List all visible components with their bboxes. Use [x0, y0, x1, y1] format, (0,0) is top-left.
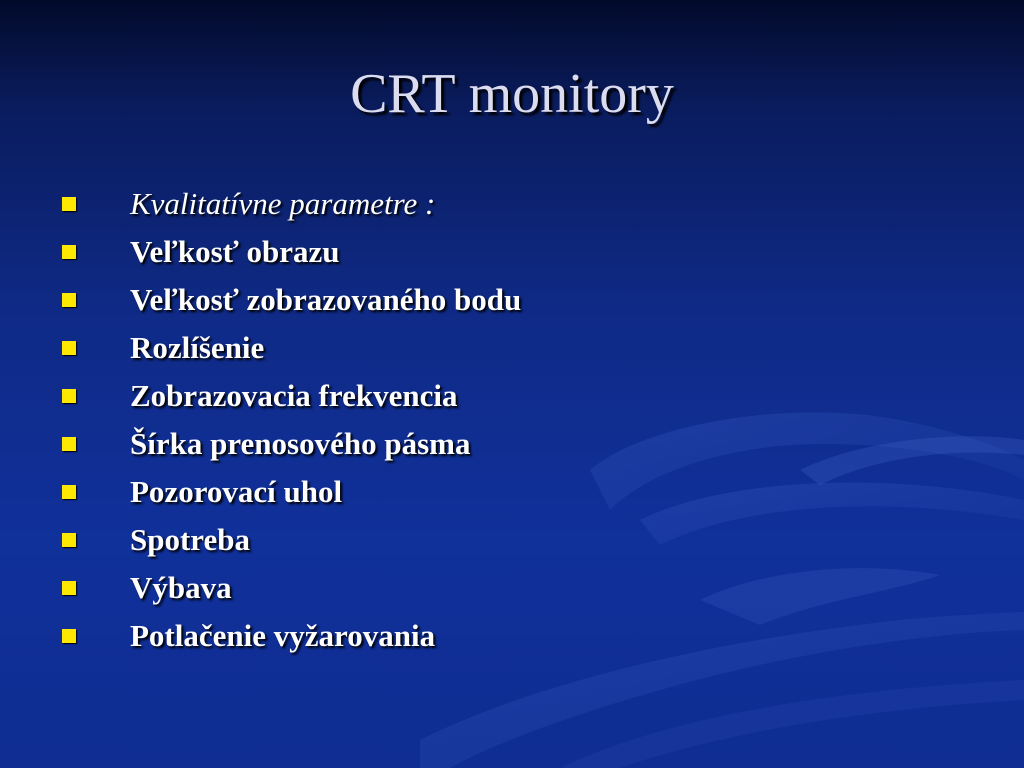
bullet-text: Výbava [130, 570, 232, 605]
bullet-text: Šírka prenosového pásma [130, 426, 471, 461]
bullet-text: Rozlíšenie [130, 330, 265, 365]
bullet-square-icon [62, 581, 76, 595]
bullet-text: Spotreba [130, 522, 251, 557]
bullet-text: Kvalitatívne parametre : [130, 186, 436, 221]
slide-title: CRT monitory [350, 63, 674, 125]
bullet-text: Veľkosť zobrazovaného bodu [130, 282, 522, 317]
bullet-square-icon [62, 197, 76, 211]
bullet-square-icon [62, 389, 76, 403]
bullet-square-icon [62, 245, 76, 259]
bullet-text: Zobrazovacia frekvencia [130, 378, 458, 413]
bullet-square-icon [62, 437, 76, 451]
bullet-square-icon [62, 533, 76, 547]
bullet-text: Potlačenie vyžarovania [130, 618, 436, 653]
bullet-square-icon [62, 293, 76, 307]
bullet-text: Veľkosť obrazu [130, 234, 340, 269]
bullet-square-icon [62, 485, 76, 499]
bullet-square-icon [62, 629, 76, 643]
bullet-square-icon [62, 341, 76, 355]
bullet-text: Pozorovací uhol [130, 474, 343, 509]
